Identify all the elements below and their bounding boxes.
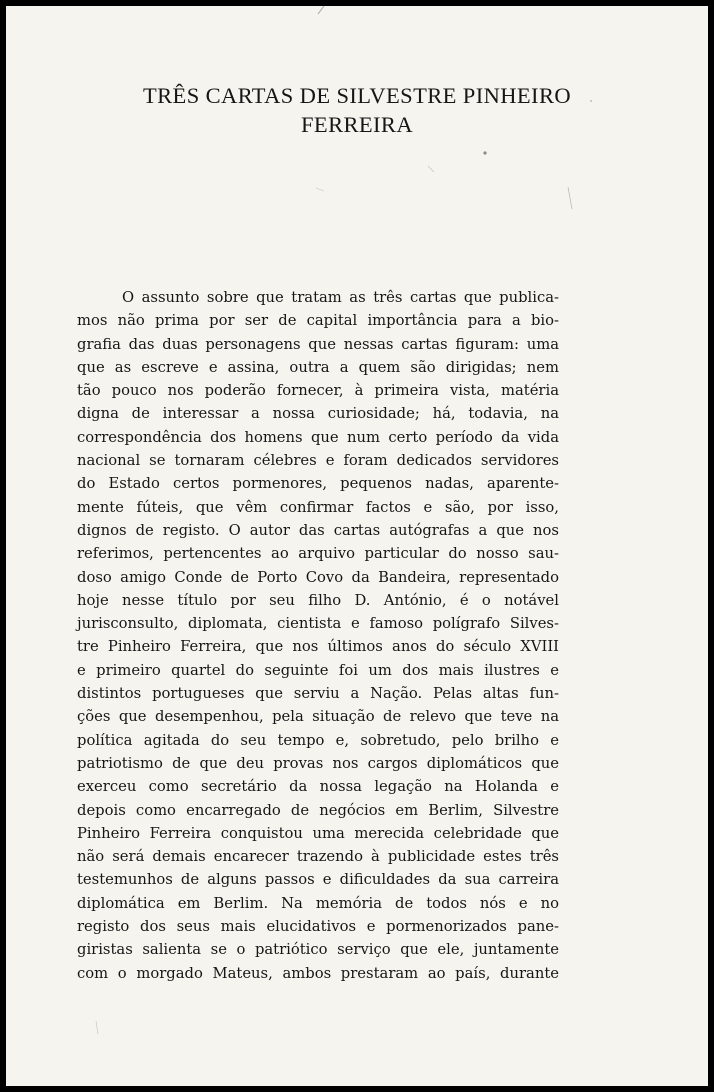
body-line: correspondência dos homens que num certo período da vida bbox=[77, 428, 559, 446]
body-line: patriotismo de que deu provas nos cargos diplomáticos que bbox=[77, 754, 559, 772]
body-line: Pinheiro Ferreira conquistou uma merecida celebridade que bbox=[77, 824, 559, 842]
body-line: diplomática em Berlim. Na memória de todos nós e no bbox=[77, 894, 559, 912]
body-line: dignos de registo. O autor das cartas autógrafas a que nos bbox=[77, 521, 559, 539]
body-line: distintos portugueses que serviu a Nação. Pelas altas fun- bbox=[77, 685, 559, 703]
body-line: digna de interessar a nossa curiosidade; há, todavia, na bbox=[77, 405, 559, 423]
body-line: depois como encarregado de negócios em Berlim, Silvestre bbox=[77, 801, 559, 819]
body-line: jurisconsulto, diplomata, cientista e famoso polígrafo Silves- bbox=[77, 615, 559, 633]
body-line: testemunhos de alguns passos e dificuldades da sua carreira bbox=[77, 871, 559, 889]
body-line: tão pouco nos poderão fornecer, à primeira vista, matéria bbox=[77, 382, 559, 400]
body-line: nacional se tornaram célebres e foram dedicados servidores bbox=[77, 452, 559, 470]
document-title-line-2: FERREIRA bbox=[301, 112, 413, 137]
body-paragraph bbox=[77, 286, 559, 985]
body-line: com o morgado Mateus, ambos prestaram ao país, durante bbox=[77, 964, 559, 982]
body-line: que as escreve e assina, outra a quem são dirigidas; nem bbox=[77, 358, 559, 376]
body-line: política agitada do seu tempo e, sobretudo, pelo brilho e bbox=[77, 731, 559, 749]
body-line: hoje nesse título por seu filho D. António, é o notável bbox=[77, 591, 559, 609]
body-line: mos não prima por ser de capital importância para a bio- bbox=[77, 312, 559, 330]
page-content bbox=[6, 6, 708, 1086]
body-line: do Estado certos pormenores, pequenos nadas, aparente- bbox=[77, 475, 559, 493]
body-line: mente fúteis, que vêm confirmar factos e são, por isso, bbox=[77, 498, 559, 516]
body-line: referimos, pertencentes ao arquivo particular do nosso sau- bbox=[77, 545, 559, 563]
body-line: ções que desempenhou, pela situação de relevo que teve na bbox=[77, 708, 559, 726]
body-line: registo dos seus mais elucidativos e pormenorizados pane- bbox=[77, 918, 559, 936]
body-line: não será demais encarecer trazendo à publicidade estes três bbox=[77, 848, 559, 866]
scanned-page bbox=[6, 6, 708, 1086]
body-line: grafia das duas personagens que nessas cartas figuram: uma bbox=[77, 335, 559, 353]
document-title-line-1: TRÊS CARTAS DE SILVESTRE PINHEIRO bbox=[143, 83, 571, 108]
body-line: exerceu como secretário da nossa legação na Holanda e bbox=[77, 778, 559, 796]
body-line: doso amigo Conde de Porto Covo da Bandeira, representado bbox=[77, 568, 559, 586]
body-line: e primeiro quartel do seguinte foi um dos mais ilustres e bbox=[77, 661, 559, 679]
body-line: O assunto sobre que tratam as três cartas que publica- bbox=[122, 289, 559, 306]
body-line: giristas salienta se o patriótico serviço que ele, juntamente bbox=[77, 941, 559, 959]
body-line: tre Pinheiro Ferreira, que nos últimos anos do século XVIII bbox=[77, 638, 559, 656]
